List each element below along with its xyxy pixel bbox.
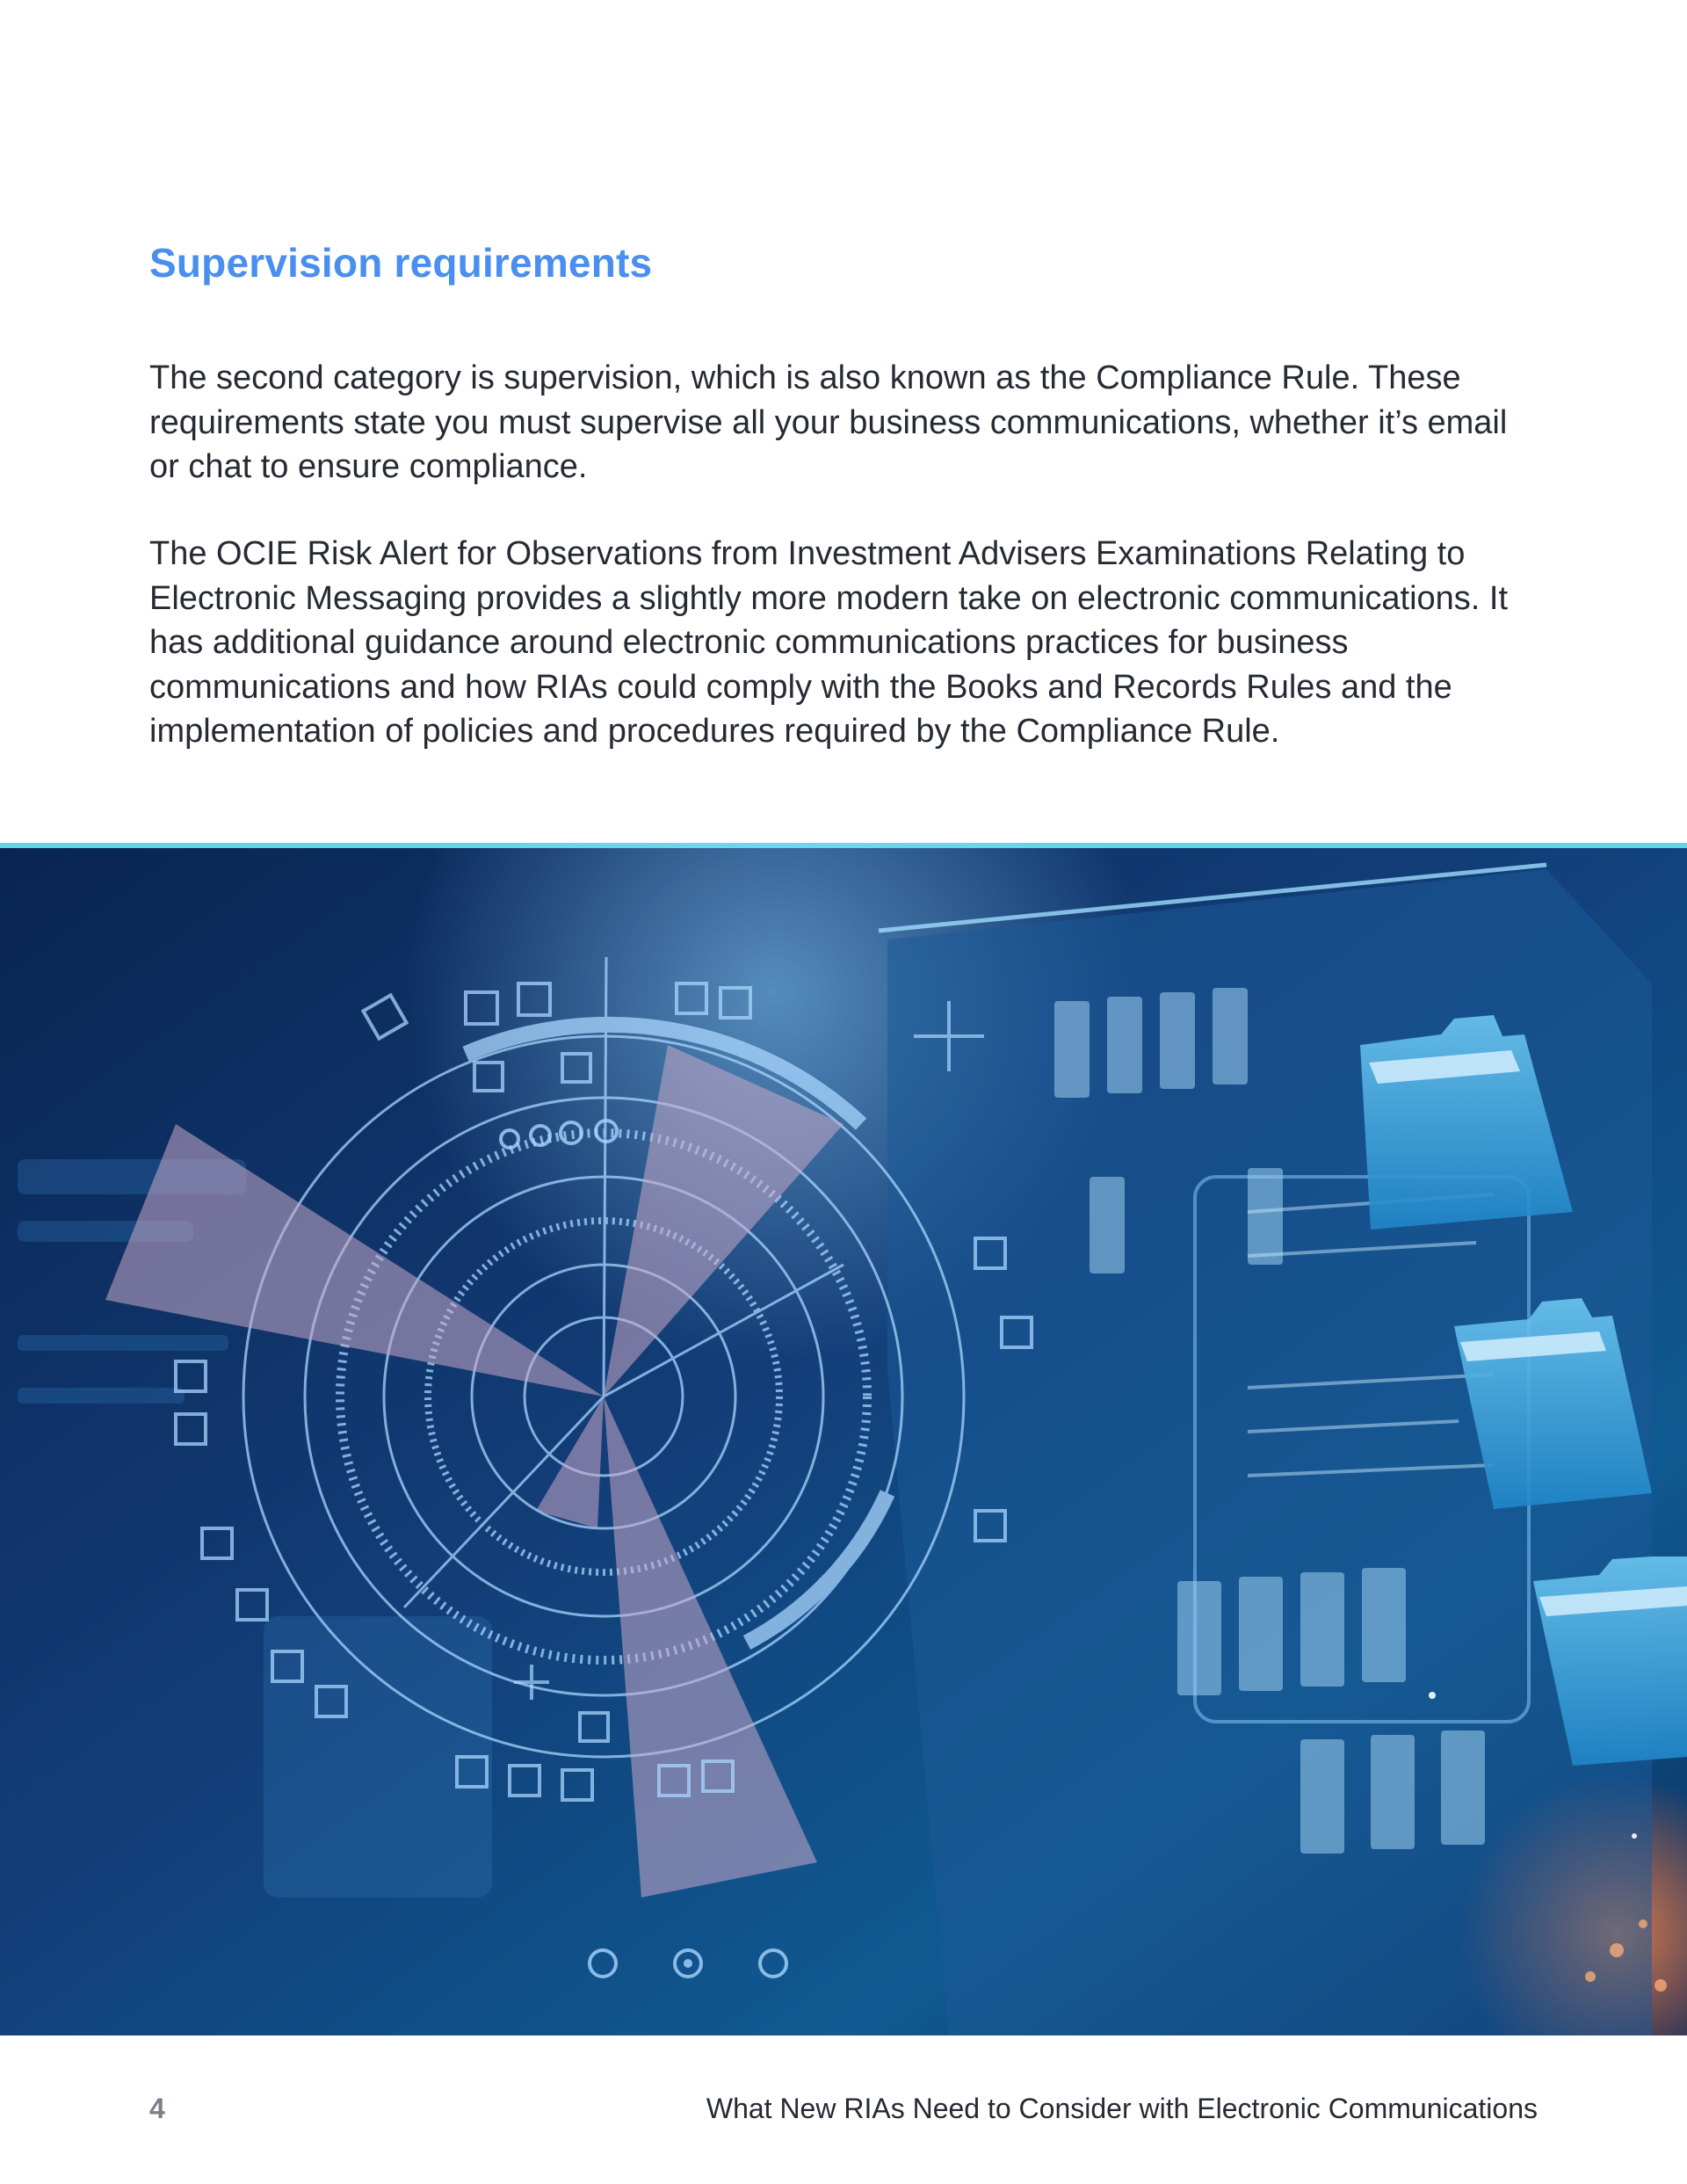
page-number: 4: [149, 2093, 165, 2124]
body-paragraph-2: The OCIE Risk Alert for Observations from Investment Advisers Examinations Relating to Electronic Messaging provides a slightly more modern take on electronic communications. It has additional guidance around electronic communications practices for business communications and how RIAs could comply with the Books and Records Rules and the implementation of policies and procedures required by the Compliance Rule.: [149, 535, 1509, 750]
document-title: What New RIAs Need to Consider with Electronic Communications: [706, 2093, 1538, 2124]
hero-image: [0, 843, 1687, 2035]
section-heading: Supervision requirements: [149, 240, 653, 286]
hero-illustration: [0, 843, 1687, 2035]
body-paragraph-1: The second category is supervision, which is also known as the Compliance Rule. These requirements state you must supervise all your business communications, whether it’s email or chat to ensure compliance.: [149, 359, 1508, 485]
